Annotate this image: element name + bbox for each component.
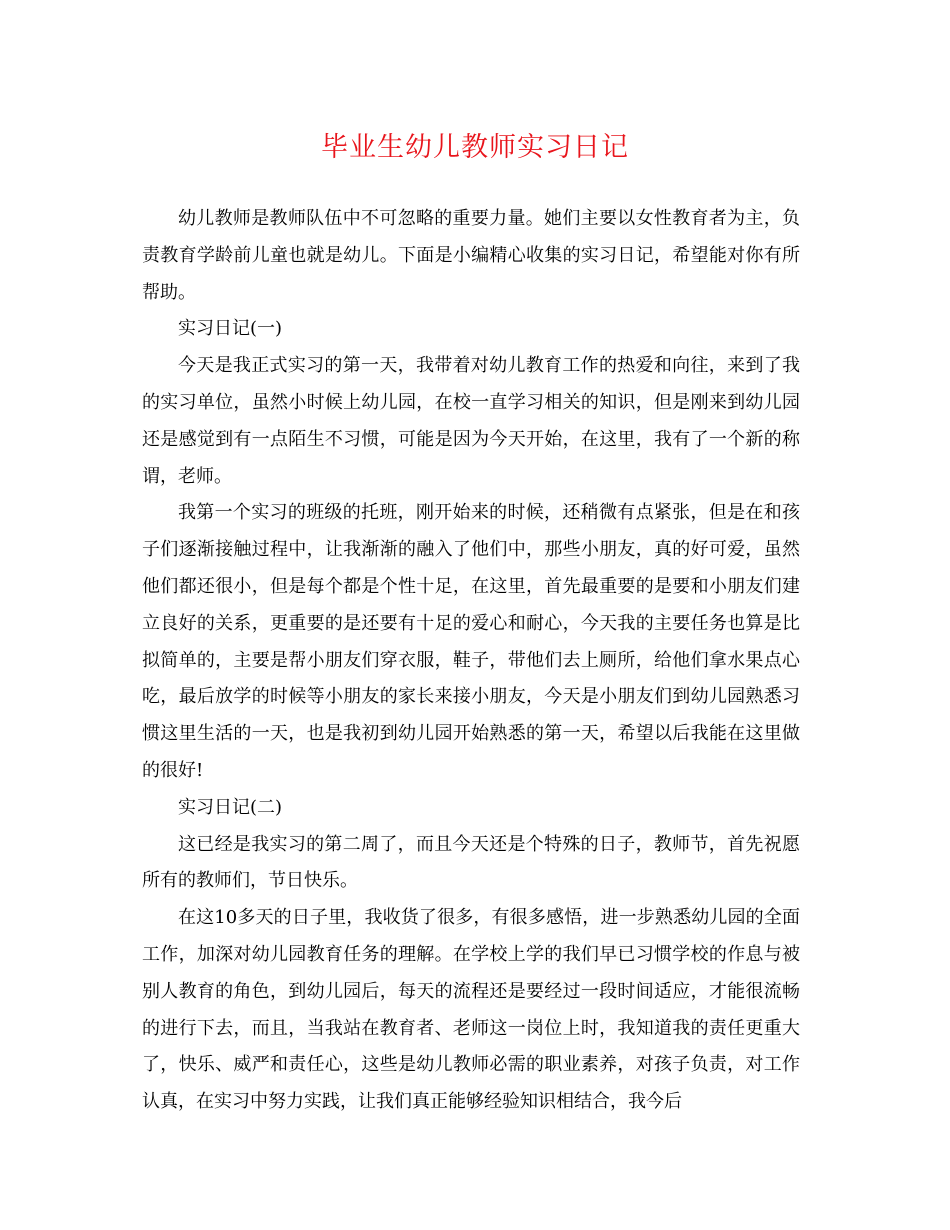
document-title: 毕业生幼儿教师实习日记 bbox=[321, 132, 629, 163]
intro-paragraph: 幼儿教师是教师队伍中不可忽略的重要力量。她们主要以女性教育者为主，负责教育学龄前儿童也就是幼儿。下面是小编精心收集的实习日记，希望能对你有所帮助。 bbox=[142, 208, 800, 303]
document-body bbox=[142, 201, 800, 1121]
section-heading-diary-2: 实习日记(二) bbox=[178, 796, 283, 818]
diary-2-paragraph-2: 在这10多天的日子里，我收货了很多，有很多感悟，进一步熟悉幼儿园的全面工作，加深对幼儿园教育任务的理解。在学校上学的我们早已习惯学校的作息与被别人教育的角色，到幼儿园后，每天的流程还是要经过一段时间适应，才能很流畅的进行下去，而且，当我站在教育者、老师这一岗位上时，我知道我的责任更重大了，快乐、威严和责任心，这些是幼儿教师必需的职业素养，对孩子负责，对工作认真，在实习中努力实践，让我们真正能够经验知识相结合，我今后 bbox=[142, 907, 800, 1113]
diary-1-paragraph-1: 今天是我正式实习的第一天，我带着对幼儿教育工作的热爱和向往，来到了我的实习单位，虽然小时候上幼儿园，在校一直学习相关的知识，但是刚来到幼儿园还是感觉到有一点陌生不习惯，可能是因为今天开始，在这里，我有了一个新的称谓，老师。 bbox=[142, 355, 800, 487]
section-heading-diary-1: 实习日记(一) bbox=[178, 318, 283, 340]
diary-2-paragraph-1: 这已经是我实习的第二周了，而且今天还是个特殊的日子，教师节，首先祝愿所有的教师们，节日快乐。 bbox=[142, 833, 800, 892]
diary-1-paragraph-2: 我第一个实习的班级的托班，刚开始来的时候，还稍微有点紧张，但是在和孩子们逐渐接触过程中，让我渐渐的融入了他们中，那些小朋友，真的好可爱，虽然他们都还很小，但是每个都是个性十足，在这里，首先最重要的是要和小朋友们建立良好的关系，更重要的是还要有十足的爱心和耐心，今天我的主要任务也算是比拟简单的，主要是帮小朋友们穿衣服，鞋子，带他们去上厕所，给他们拿水果点心吃，最后放学的时候等小朋友的家长来接小朋友，今天是小朋友们到幼儿园熟悉习惯这里生活的一天，也是我初到幼儿园开始熟悉的第一天，希望以后我能在这里做的很好! bbox=[142, 502, 800, 781]
